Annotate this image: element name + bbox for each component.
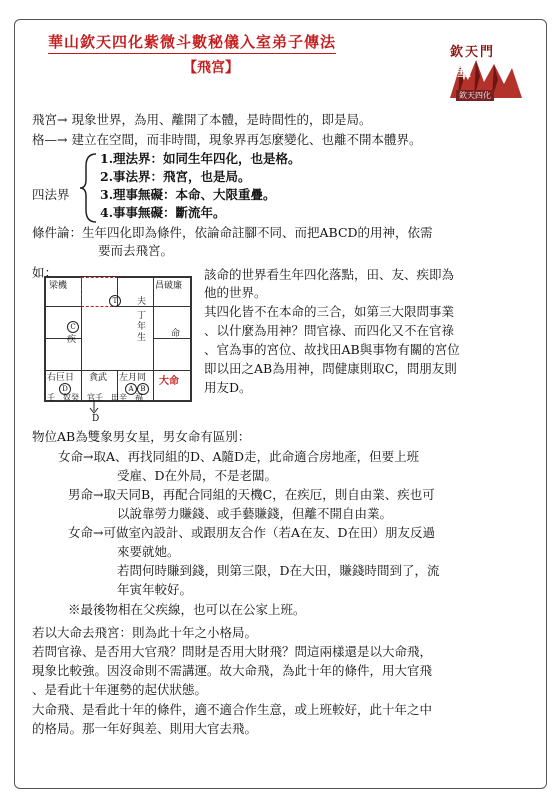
condition-line-cont: 要而去飛宮。 <box>98 243 174 258</box>
body-text: 女命→取A、再找同組的D、A隨D走，此命適合房地產，但要上班 <box>58 449 420 464</box>
body-text: 物位AB為雙象男女星，男女命有區別： <box>32 429 251 444</box>
page-header-title: 華山欽天四化紫微斗數秘儀入室弟子傳法 <box>48 31 336 54</box>
body-text: 現象比較強。因沒命則不需講運。故大命飛，為此十年的條件，用大官飛 <box>32 663 433 678</box>
four-realm-item: 1.理法界：如同生年四化，也是格。 <box>100 151 301 166</box>
chart-marker-d: D <box>59 383 71 395</box>
body-text: 男命→取天同B，再配合同組的天機C，在疾厄，則自由業、疾也可 <box>68 487 435 502</box>
arrow-down-icon <box>88 400 100 414</box>
def-line-ge: 格—→ 建立在空間，而非時間，現象界再怎麼變化、也離不開本體界。 <box>32 132 422 147</box>
chart-marker-c: C <box>67 321 79 333</box>
chart-marker-ab: A B <box>125 383 149 395</box>
chart-marker-t: T <box>109 295 121 307</box>
chart-palace: 命 <box>171 329 181 339</box>
body-text: 若以大命去飛宮：則為此十年之小格局。 <box>32 625 258 640</box>
chart-cell <box>153 338 191 371</box>
body-text: 受雇、D在外局，不是老闆。 <box>117 468 278 483</box>
natal-chart <box>44 276 192 402</box>
brace-icon <box>78 152 98 224</box>
example-text: 該命的世界看生年四化落點，田、友、疾即為 <box>204 267 455 282</box>
body-text: 若問官祿、是否用大官飛？問財是否用大財飛？問這兩樣還是以大命飛， <box>32 644 433 659</box>
logo-glyph: 華 <box>457 66 471 82</box>
chart-star: 右巨日 <box>47 373 75 383</box>
body-text: 若問何時賺到錢，則第三限，D在大田，賺錢時間到了，流 <box>117 563 440 578</box>
body-text: ※最後物相在父疾線，也可以在公家上班。 <box>68 602 306 617</box>
condition-line: 條件論：生年四化即為條件，依論命註腳不同、而把ABCD的用神，依需 <box>32 225 433 240</box>
chart-star: 昌破廉 <box>155 281 183 291</box>
chart-bottom-row: 壬 奴癸 官壬 田辛 福 <box>47 393 143 402</box>
example-label: 如： <box>32 265 58 280</box>
body-text: 的格局。那一年好與差、則用大官去飛。 <box>32 721 258 736</box>
body-text: 大命飛、是看此十年的條件，適不適合作生意，或上班較好，此十年之中 <box>32 702 433 717</box>
chart-palace: 夫 <box>137 297 147 307</box>
logo-text: 欽天門 <box>450 45 496 60</box>
body-text: 女命→可做室內設計、或跟朋友合作（若A在友、D在田）朋友反過 <box>68 525 436 540</box>
body-text: 、是看此十年運勢的起伏狀態。 <box>32 682 208 697</box>
chart-center: 丁年生 <box>137 311 147 343</box>
def-line-feigong: 飛宮→ 現象世界，為用、離開了本體，是時間性的，即是局。 <box>32 112 372 127</box>
example-text: 他的世界。 <box>204 285 267 300</box>
example-text: 、以什麼為用神？問官祿、而四化又不在官祿 <box>204 323 455 338</box>
chart-star: 梁機 <box>49 281 68 291</box>
chart-big-ming: 大命 <box>159 376 179 387</box>
chart-arrow-label: D <box>92 414 100 424</box>
example-text: 即以田之AB為用神，問健康則取C，問朋友則 <box>204 361 457 376</box>
chart-palace: 疾 <box>67 335 77 345</box>
chart-star: 貪武 <box>89 373 108 383</box>
chart-cell <box>45 338 82 371</box>
four-realm-item: 2.事法界：飛宮，也是局。 <box>100 169 251 184</box>
example-text: 其四化皆不在本命的三合，如第三大限問事業 <box>204 304 455 319</box>
four-realm-item: 4.事事無礙：斷流年。 <box>100 205 226 220</box>
body-text: 來要就她。 <box>117 544 180 559</box>
four-realms-label: 四法界 <box>32 187 70 202</box>
body-text: 年寅年較好。 <box>117 582 193 597</box>
body-text: 以說靠勞力賺錢、或手藝賺錢，但離不開自由業。 <box>117 506 393 521</box>
section-subtitle: 【飛宮】 <box>183 60 239 76</box>
example-text: 用友D。 <box>204 380 252 395</box>
example-text: 、官為事的宮位、故找田AB與事物有關的宮位 <box>204 342 460 357</box>
four-realm-item: 3.理事無礙：本命、大限重疊。 <box>100 187 276 202</box>
chart-star: 左月同 <box>119 373 147 383</box>
logo-bottom-text: 欽天四化 <box>456 90 494 101</box>
chart-cell <box>117 277 154 307</box>
